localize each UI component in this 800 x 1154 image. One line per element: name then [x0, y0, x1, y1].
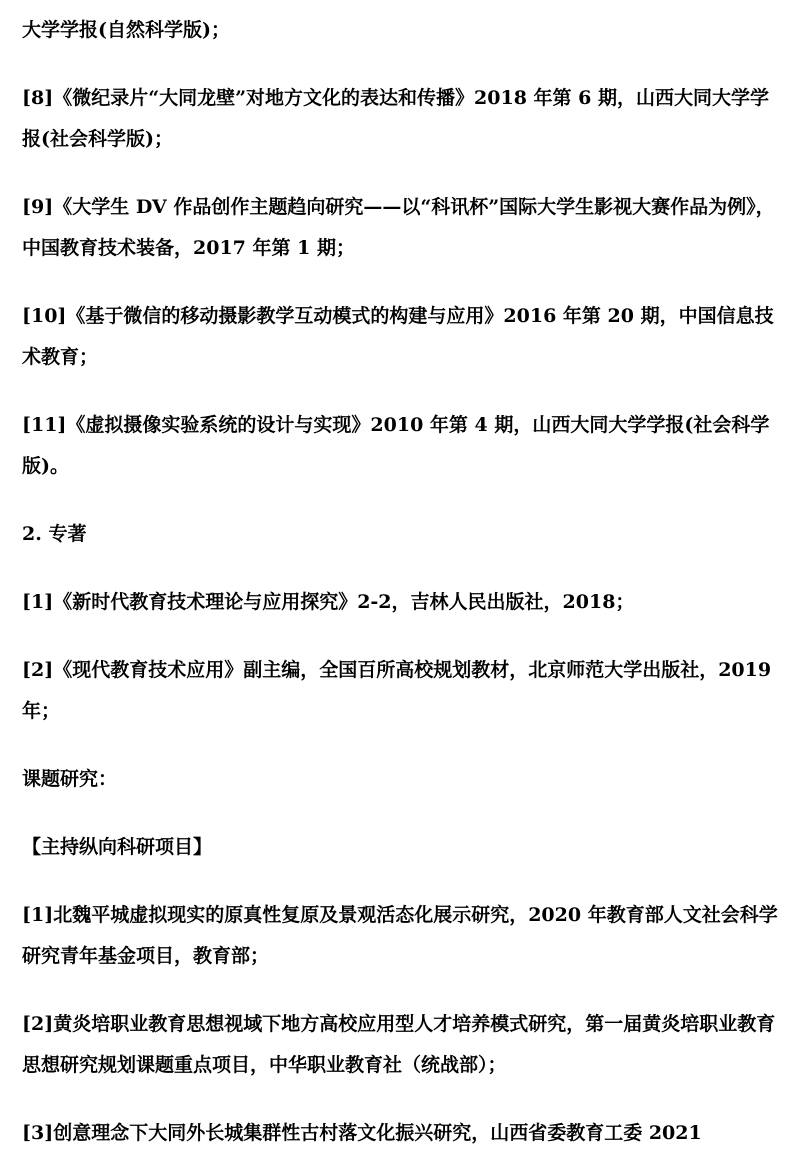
reference-item-8: [8]《微纪录片“大同龙壁”对地方文化的表达和传播》2018 年第 6 期，山西大同大学学报(社会科学版)； — [22, 87, 770, 150]
document-page — [22, 0, 782, 1154]
reference-item-9: [9]《大学生 DV 作品创作主题趋向研究——以“科讯杯”国际大学生影视大赛作品为例》，中国教育技术装备，2017 年第 1 期； — [22, 196, 775, 259]
project-item-1: [1]北魏平城虚拟现实的原真性复原及景观活态化展示研究，2020 年教育部人文社会科学研究青年基金项目，教育部； — [22, 904, 778, 967]
paragraph-continuation: 大学学报(自然科学版)； — [22, 19, 230, 41]
section-heading-monographs: 2. 专著 — [22, 523, 87, 545]
reference-item-11: [11]《虚拟摄像实验系统的设计与实现》2010 年第 4 期，山西大同大学学报(社会科学版)。 — [22, 414, 770, 477]
section-heading-research: 课题研究： — [22, 768, 118, 790]
project-item-2: [2]黄炎培职业教育思想视域下地方高校应用型人才培养模式研究，第一届黄炎培职业教育思想研究规划课题重点项目，中华职业教育社（统战部）； — [22, 1013, 776, 1076]
reference-item-10: [10]《基于微信的移动摄影教学互动模式的构建与应用》2016 年第 20 期，中国信息技术教育； — [22, 305, 774, 368]
monograph-item-2: [2]《现代教育技术应用》副主编，全国百所高校规划教材，北京师范大学出版社，2019 年； — [22, 659, 772, 722]
subsection-heading-projects: 【主持纵向科研项目】 — [22, 836, 213, 858]
monograph-item-1: [1]《新时代教育技术理论与应用探究》2-2，吉林人民出版社，2018； — [22, 591, 635, 613]
project-item-3: [3]创意理念下大同外长城集群性古村落文化振兴研究，山西省委教育工委 2021 — [22, 1122, 702, 1144]
